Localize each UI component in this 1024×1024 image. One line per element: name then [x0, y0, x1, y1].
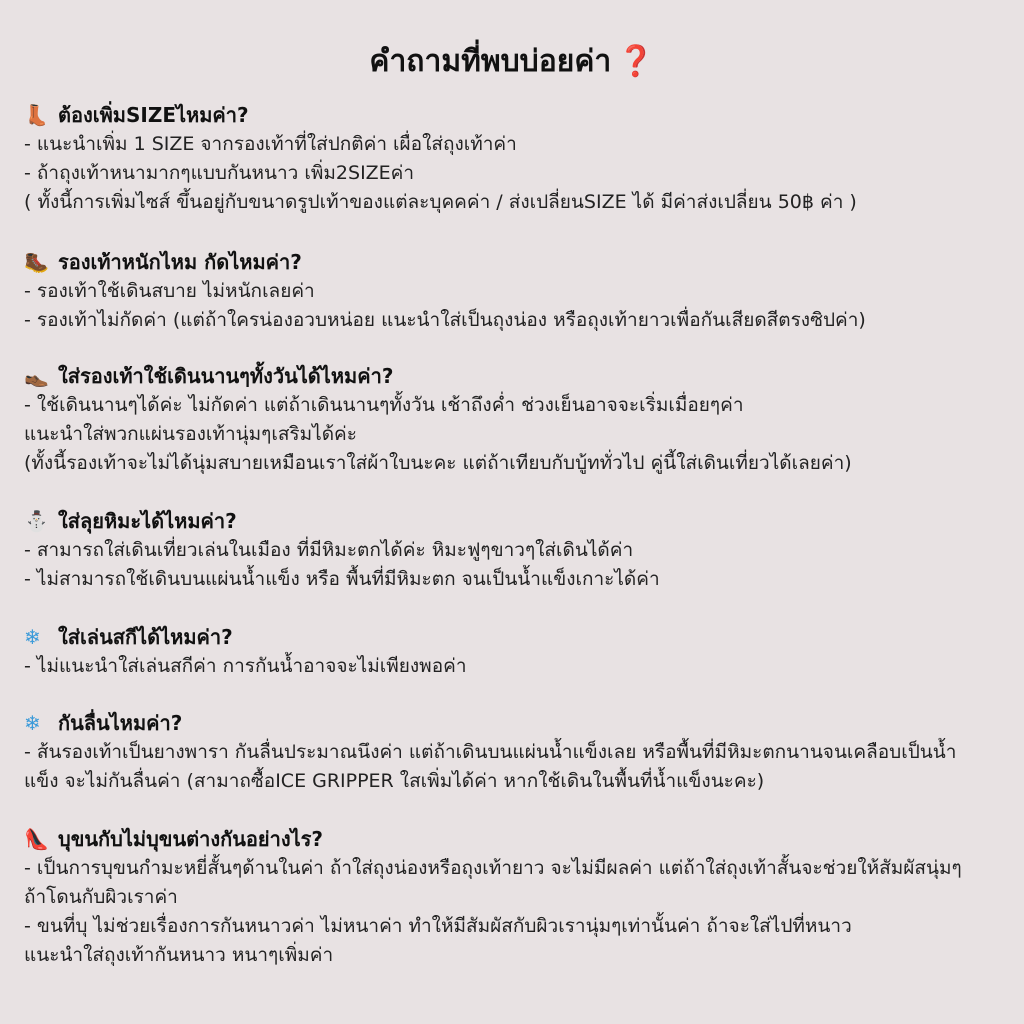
hiking-boot-icon: 🥾 [24, 250, 49, 274]
faq-question [24, 708, 1014, 738]
faq-item-weight [24, 247, 1014, 335]
faq-answer: - รองเท้าใช้เดินสบาย ไม่หนักเลยค่า - รองเท้าไม่กัดค่า (แต่ถ้าใครน่องอวบหน่อย แนะนำใส่เป็นถุงน่อง หรือถุงเท้ายาวเพื่อกันเสียดสีตรงซิปค่า) [24, 280, 866, 331]
faq-answer: - ใช้เดินนานๆได้ค่ะ ไม่กัดค่า แต่ถ้าเดินนานๆทั้งวัน เช้าถึงค่ำ ช่วงเย็นอาจจะเริ่มเมื่อยๆค่า แนะนำใส่พวกแผ่นรองเท้านุ่มๆเสริมได้ค่ะ (ทั้งนี้รองเท้าจะไม่ได้นุ่มสบายเหมือนเราใส่ผ้าใบนะคะ แต่ถ้าเทียบกับบู้ททั่วไป คู่นี้ใส่เดินเที่ยวได้เลยค่า) [24, 394, 852, 474]
faq-question-text: ต้องเพิ่มSIZEไหมค่า? [58, 103, 249, 127]
faq-item-size [24, 100, 1014, 217]
faq-question-text: ใส่รองเท้าใช้เดินนานๆทั้งวันได้ไหมค่า? [58, 364, 394, 388]
faq-answer: - แนะนำเพิ่ม 1 SIZE จากรองเท้าที่ใส่ปกติค่า เผื่อใส่ถุงเท้าค่า - ถ้าถุงเท้าหนามากๆแบบกันหนาว เพิ่ม2SIZEค่า ( ทั้งนี้การเพิ่มไซส์ ขึ้นอยู่กับขนาดรูปเท้าของแต่ละบุคคค่า / ส่งเปลี่ยนSIZE ได้ มีค่าส่งเปลี่ยน 50฿ ค่า ) [24, 133, 857, 213]
faq-question [24, 506, 1014, 536]
faq-answer: - เป็นการบุขนกำมะหยี่สั้นๆด้านในค่า ถ้าใส่ถุงน่องหรือถุงเท้ายาว จะไม่มีผลค่า แต่ถ้าใส่ถุงเท้าสั้นจะช่วยให้สัมผัสนุ่มๆ ถ้าโดนกับผิวเราค่า - ขนที่บุ ไม่ช่วยเรื่องการกันหนาวค่า ไม่หนาค่า ทำให้มีสัมผัสกับผิวเรานุ่มๆเท่านั้นค่า ถ้าจะใส่ไปที่หนาว แนะนำใส่ถุงเท้ากันหนาว หนาๆเพิ่มค่า [24, 857, 962, 966]
page-title [0, 38, 1024, 86]
faq-question-text: ใส่เล่นสกีได้ไหมค่า? [58, 625, 233, 649]
faq-item-slip [24, 708, 1014, 796]
faq-question-text: รองเท้าหนักไหม กัดไหมค่า? [58, 250, 302, 274]
faq-question-text: กันลื่นไหมค่า? [58, 711, 183, 735]
shoe-icon: 👞 [24, 364, 49, 388]
faq-answer: - ไม่แนะนำใส่เล่นสกีค่า การกันน้ำอาจจะไม่เพียงพอค่า [24, 655, 467, 677]
faq-question [24, 824, 1014, 854]
faq-question [24, 361, 1014, 391]
faq-question [24, 247, 1014, 277]
faq-question-text: บุขนกับไม่บุขนต่างกันอย่างไร? [58, 827, 324, 851]
faq-item-lining [24, 824, 1014, 970]
faq-question [24, 622, 1014, 652]
faq-item-ski [24, 622, 1014, 681]
faq-answer: - สามารถใส่เดินเที่ยวเล่นในเมือง ที่มีหิมะตกได้ค่ะ หิมะฟูๆขาวๆใส่เดินได้ค่า - ไม่สามารถใช้เดินบนแผ่นน้ำแข็ง หรือ พื้นที่มีหิมะตก จนเป็นน้ำแข็งเกาะได้ค่า [24, 539, 660, 590]
snowman-icon: ⛄ [24, 509, 49, 533]
boot-icon: 👢 [24, 103, 49, 127]
page-title-text: คำถามที่พบบ่อยค่า [369, 44, 612, 79]
high-heel-icon: 👠 [24, 827, 49, 851]
faq-answer: - ส้นรองเท้าเป็นยางพารา กันลื่นประมาณนึงค่า แต่ถ้าเดินบนแผ่นน้ำแข็งเลย หรือพื้นที่มีหิมะตกนานจนเคลือบเป็นน้ำ แข็ง จะไม่กันลื่นค่า (สามาถซื้อICE GRIPPER ใสเพิ่มได้ค่า หากใช้เดินในพื้นที่น้ำแข็งนะคะ) [24, 741, 957, 792]
faq-item-all-day [24, 361, 1014, 478]
faq-question-text: ใส่ลุยหิมะได้ไหมค่า? [58, 509, 237, 533]
faq-item-snow [24, 506, 1014, 594]
faq-question [24, 100, 1014, 130]
question-mark-icon: ❓ [617, 44, 655, 79]
snowflake-icon: ❄ [24, 711, 41, 735]
snowflake-icon: ❄ [24, 625, 41, 649]
